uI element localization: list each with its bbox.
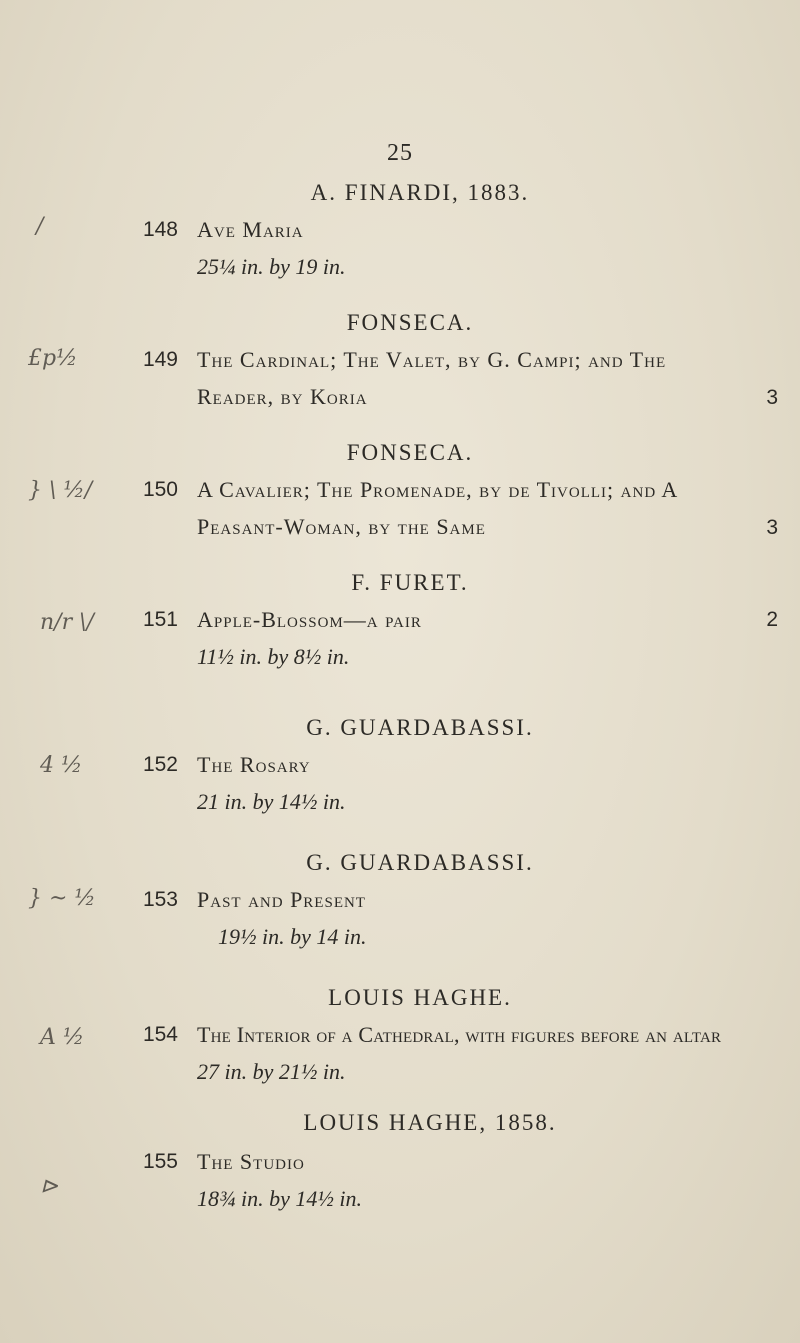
artist-heading: FONSECA. xyxy=(346,440,474,465)
lot-number: 155 xyxy=(142,1150,178,1173)
lot-dimensions: 18¾ in. by 14½ in. xyxy=(197,1186,362,1211)
lot-title: Ave Maria xyxy=(197,217,304,242)
lot-number: 151 xyxy=(142,608,178,631)
lot-quantity: 3 xyxy=(766,516,778,539)
lot-quantity: 2 xyxy=(766,608,778,631)
lot-title: The Rosary xyxy=(197,752,311,777)
lot-title: The Cardinal; The Valet, by G. Campi; and The xyxy=(197,347,667,372)
lot-dimensions: 19½ in. by 14 in. xyxy=(218,924,367,949)
margin-annotation: £p½ xyxy=(28,346,78,371)
lot-number: 150 xyxy=(142,478,178,501)
lot-title-continued: Peasant-Woman, by the Same xyxy=(197,514,486,539)
lot-dimensions: 11½ in. by 8½ in. xyxy=(197,644,350,669)
lot-title-continued: Reader, by Koria xyxy=(197,384,368,409)
lot-title: Apple-Blossom—a pair xyxy=(197,607,422,632)
lot-dimensions: 25¼ in. by 19 in. xyxy=(197,254,346,279)
artist-heading: LOUIS HAGHE, 1858. xyxy=(303,1110,557,1135)
margin-annotation: ⊳ xyxy=(40,1174,59,1199)
margin-annotation: / xyxy=(36,214,44,239)
artist-heading: G. GUARDABASSI. xyxy=(306,715,534,740)
lot-number: 154 xyxy=(142,1023,178,1046)
margin-annotation: } ~ ½ xyxy=(28,886,96,911)
lot-number: 153 xyxy=(142,888,178,911)
artist-heading: LOUIS HAGHE. xyxy=(328,985,512,1010)
lot-title: Past and Present xyxy=(197,887,366,912)
artist-heading: G. GUARDABASSI. xyxy=(306,850,534,875)
artist-heading: A. FINARDI, 1883. xyxy=(310,180,530,205)
lot-number: 152 xyxy=(142,753,178,776)
page-number: 25 xyxy=(387,140,413,166)
lot-quantity: 3 xyxy=(766,386,778,409)
lot-dimensions: 21 in. by 14½ in. xyxy=(197,789,346,814)
artist-heading: F. FURET. xyxy=(351,570,469,595)
lot-title: The Studio xyxy=(197,1149,305,1174)
lot-number: 149 xyxy=(142,348,178,371)
margin-annotation: n/r \/ xyxy=(40,610,94,635)
artist-heading: FONSECA. xyxy=(346,310,474,335)
lot-number: 148 xyxy=(142,218,178,241)
lot-title: The Interior of a Cathedral, with figures before an altar xyxy=(197,1022,722,1047)
lot-title: A Cavalier; The Promenade, by de Tivolli; and A xyxy=(197,477,679,502)
margin-annotation: A ½ xyxy=(40,1025,85,1050)
lot-dimensions: 27 in. by 21½ in. xyxy=(197,1059,346,1084)
margin-annotation: } \ ½/ xyxy=(28,478,93,503)
margin-annotation: 4 ½ xyxy=(40,753,83,778)
